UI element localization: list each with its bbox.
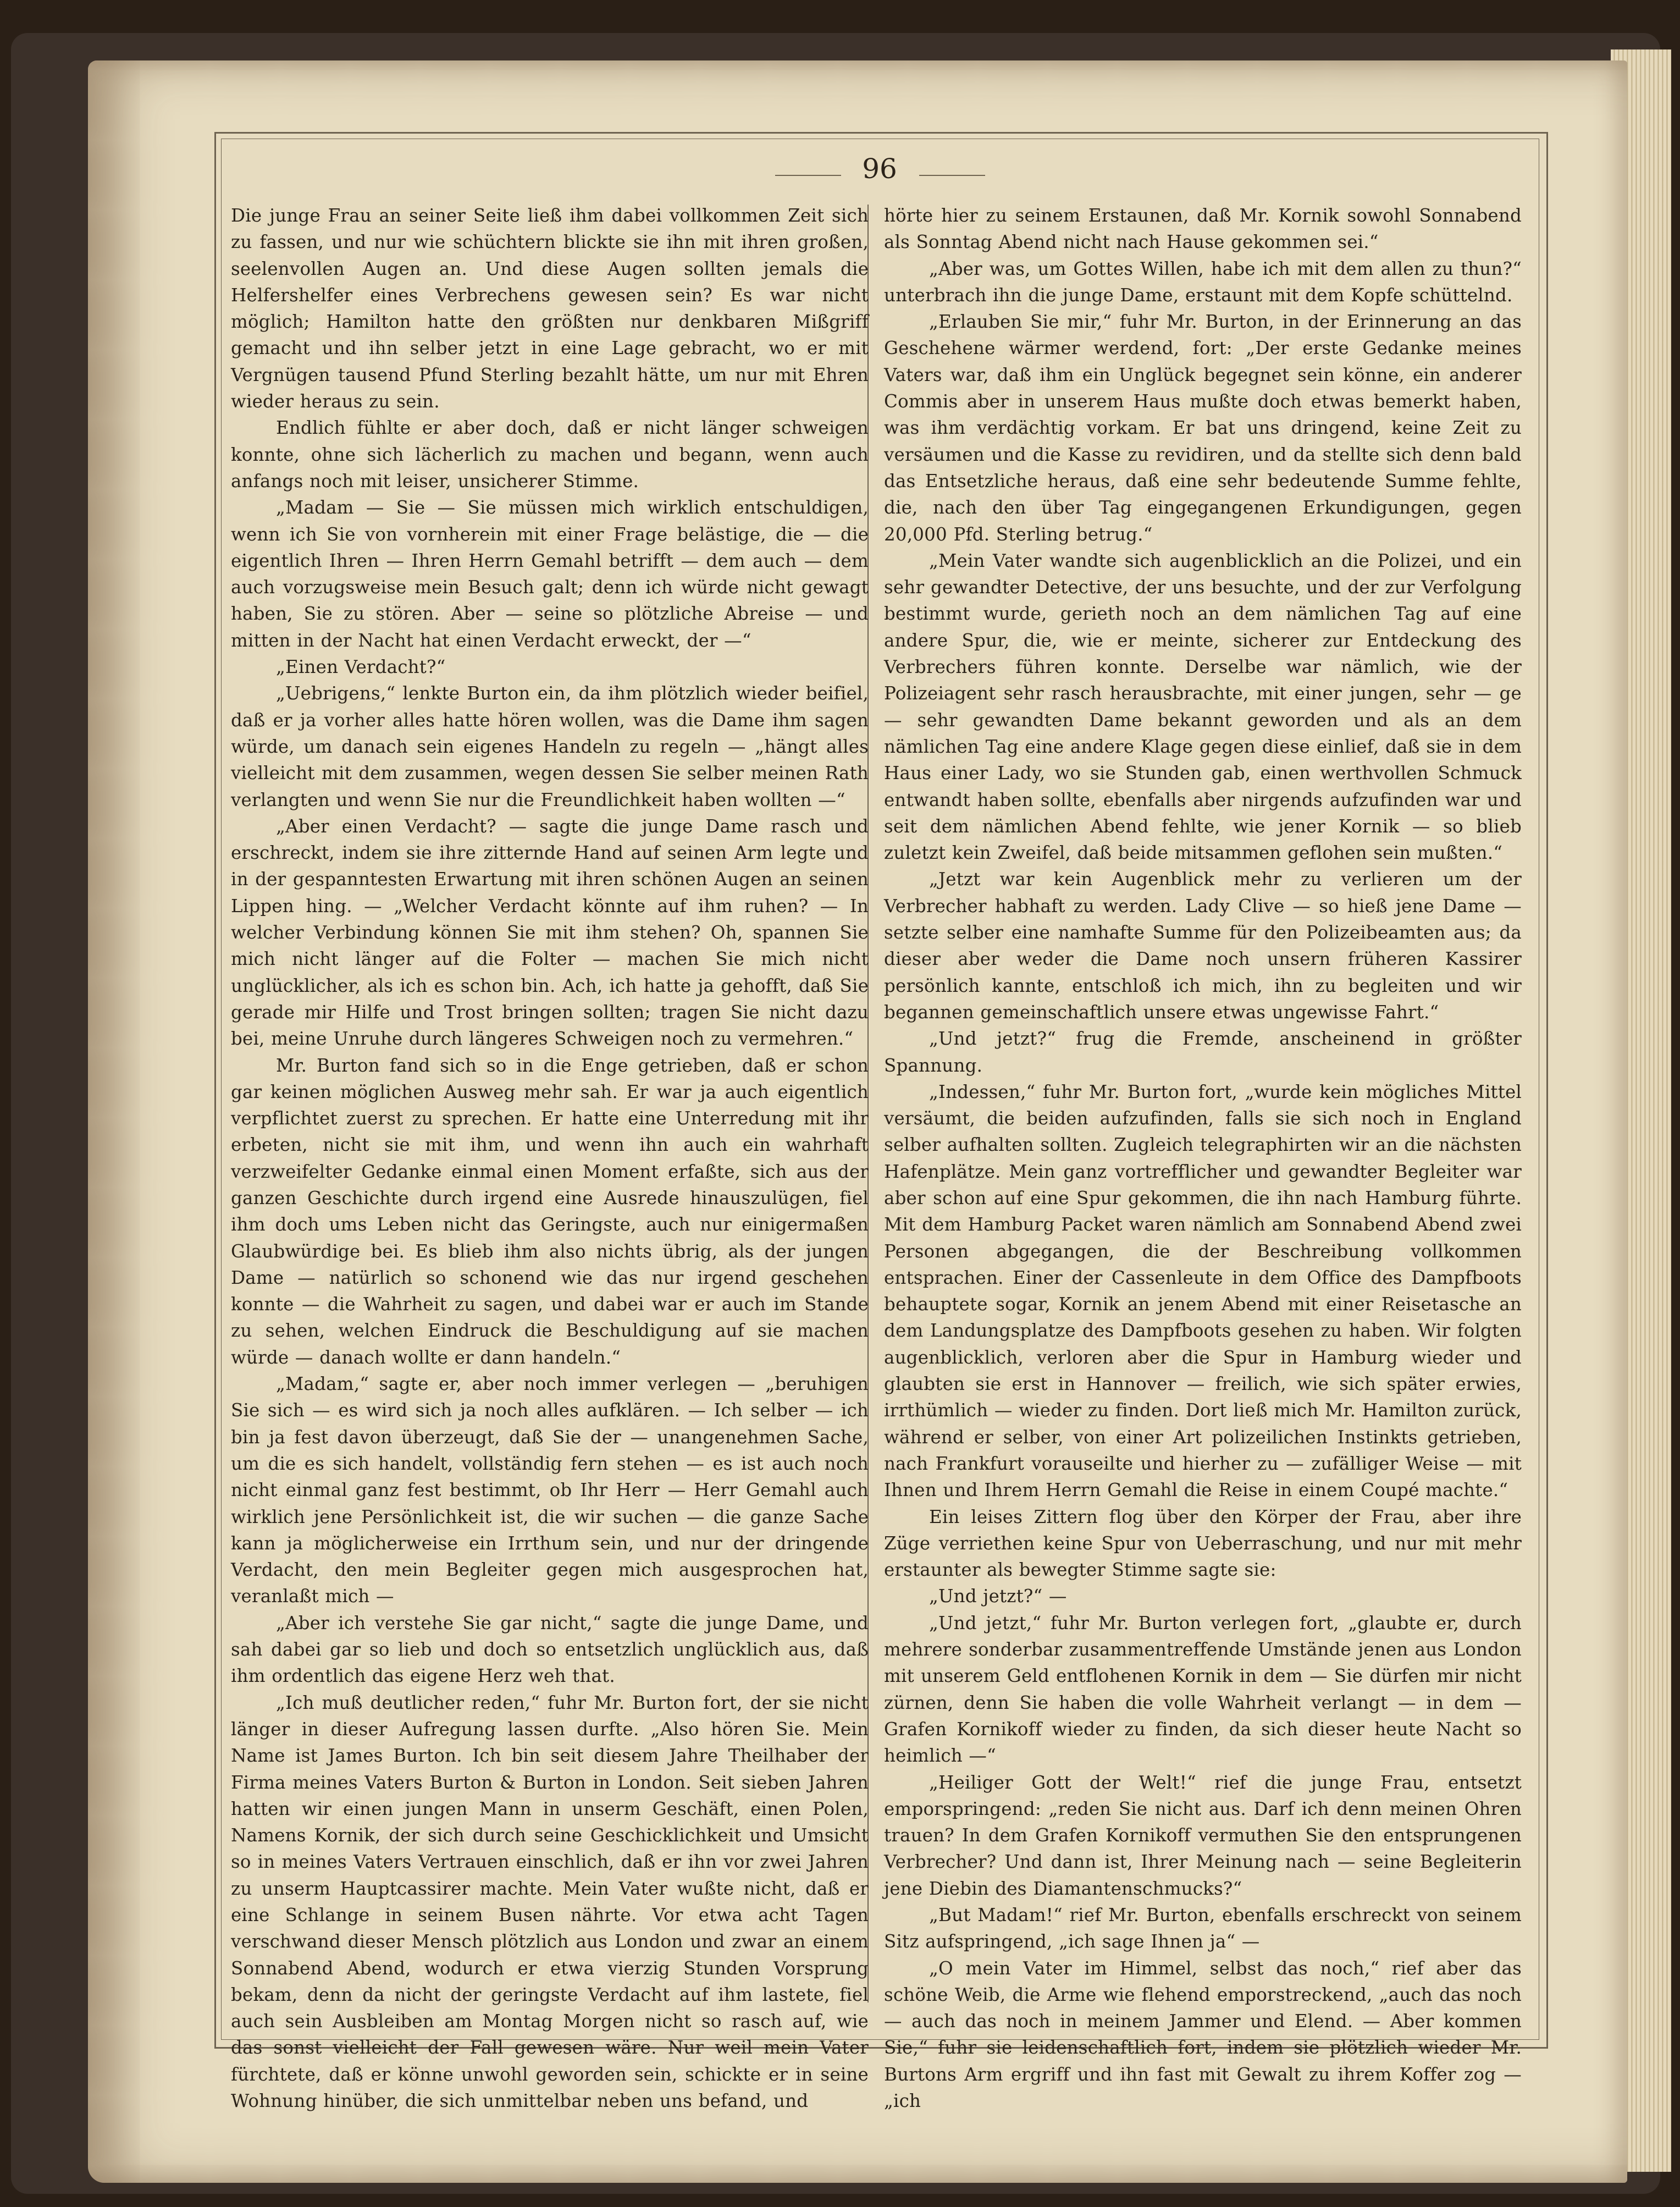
paragraph: „Indessen,“ fuhr Mr. Burton fort, „wurde kein mögliches Mittel versäumt, die beiden aufzufinden, falls sie sich noch in England selber aufhalten sollten. Zugleich telegraphirten wir an die nächsten Hafenplätze. Mein ganz vortrefflicher und gewandter Begleiter war aber schon auf eine Spur gekommen, die ihn nach Hamburg führte. Mit dem Hamburg Packet waren nämlich am Sonnabend Abend zwei Personen abgegangen, die der Beschreibung vollkommen entsprachen. Einer der Cassenleute in dem Office des Dampfboots behauptete sogar, Kornik an jenem Abend mit einer Reisetasche an dem Landungsplatze des Dampfboots gesehen zu haben. Wir folgten augenblicklich, verloren aber die Spur in Hamburg wieder und glaubten sie erst in Hannover — freilich, wie sich später erwies, irrthümlich — wieder zu finden. Dort ließ mich Mr. Hamilton zurück, während er selber, von einer Art polizeilichen Instinkts getrieben, nach Frankfurt vorauseilte und hierher zu — zufälliger Weise — mit Ihnen und Ihrem Herrn Gemahl die Reise in einem Coupé machte.“ <box>884 1081 1522 1501</box>
paragraph: „Mein Vater wandte sich augenblicklich an die Polizei, und ein sehr gewandter Detective, der uns besuchte, und der zur Verfolgung bestimmt wurde, gerieth noch an dem nämlichen Tag auf eine andere Spur, die, wie er meinte, sicherer zur Entdeckung des Verbrechers führen konnte. Derselbe war nämlich, wie der Polizeiagent sehr rasch herausbrachte, mit einer jungen, sehr — ge — sehr gewandten Dame bekannt geworden und als an dem nämlichen Tag eine andere Klage gegen diese einlief, daß sie in dem Haus einer Lady, wo sie Stunden gab, einen werthvollen Schmuck entwandt haben sollte, ebenfalls aber nirgends aufzufinden war und seit dem nämlichen Abend fehlte, wie jener Kornik — so blieb zuletzt kein Zweifel, daß beide mitsammen geflohen sein mußten.“ <box>884 550 1522 864</box>
page-number: 96 <box>862 153 897 185</box>
paragraph: Die junge Frau an seiner Seite ließ ihm dabei vollkommen Zeit sich zu fassen, und nur wie schüchtern blickte sie ihn mit ihren großen, seelenvollen Augen an. Und diese Augen sollten jemals die Helfershelfer eines Verbrechens gewesen sein? Es war nicht möglich; Hamilton hatte den größten nur denkbaren Mißgriff gemacht und ihn selber jetzt in eine Lage gebracht, wo er mit Vergnügen tausend Pfund Sterling bezahlt hätte, um nur mit Ehren wieder heraus zu sein. <box>231 205 869 412</box>
paragraph: „Aber was, um Gottes Willen, habe ich mit dem allen zu thun?“ unterbrach ihn die junge Dame, erstaunt mit dem Kopfe schüttelnd. <box>884 258 1522 306</box>
paragraph: hörte hier zu seinem Erstaunen, daß Mr. Kornik sowohl Sonnabend als Sonntag Abend nicht nach Hause gekommen sei.“ <box>884 205 1522 253</box>
paragraph: „But Madam!“ rief Mr. Burton, ebenfalls erschreckt von seinem Sitz aufspringend, „ich sage Ihnen ja“ — <box>884 1905 1522 1952</box>
paragraph: „Und jetzt?“ — <box>929 1586 1067 1607</box>
paragraph: „Jetzt war kein Augenblick mehr zu verlieren um der Verbrecher habhaft zu werden. Lady Clive — so hieß jene Dame — setzte selber eine namhafte Summe für den Polizeibeamten aus; da dieser aber weder die Dame noch unsern früheren Kassirer persönlich kannte, entschloß ich mich, ihn zu begleiten und wir begannen gemeinschaftlich unsere etwas ungewisse Fahrt.“ <box>884 869 1522 1023</box>
paragraph: Endlich fühlte er aber doch, daß er nicht länger schweigen konnte, ohne sich lächerlich zu machen und begann, wenn auch anfangs noch mit leiser, unsicherer Stimme. <box>231 417 869 492</box>
paragraph: „Einen Verdacht?“ <box>276 656 446 678</box>
header-rule-left <box>775 175 841 176</box>
paragraph: „Und jetzt,“ fuhr Mr. Burton verlegen fort, „glaubte er, durch mehrere sonderbar zusammentreffende Umstände jenen aus London mit unserem Geld entflohenen Kornik in dem — Sie dürfen mir nicht zürnen, denn Sie haben die volle Wahrheit verlangt — in dem — Grafen Kornikoff wieder zu finden, da sich dieser heute Nacht so heimlich —“ <box>884 1612 1522 1767</box>
header-rule-right <box>919 175 985 176</box>
paragraph: „Aber ich verstehe Sie gar nicht,“ sagte die junge Dame, und sah dabei gar so lieb und doch so entsetzlich unglücklich aus, daß ihm ordentlich das eigene Herz weh that. <box>231 1612 869 1687</box>
paragraph: „Aber einen Verdacht? — sagte die junge Dame rasch und erschreckt, indem sie ihre zitternde Hand auf seinen Arm legte und in der gespanntesten Erwartung mit ihren schönen Augen an seinen Lippen hing. — „Welcher Verdacht könnte auf ihm ruhen? — In welcher Verbindung können Sie mit ihm stehen? Oh, spannen Sie mich nicht länger auf die Folter — machen Sie mich nicht unglücklicher, als ich es schon bin. Ach, ich hatte ja gehofft, daß Sie gerade mir Hilfe und Trost bringen sollten; tragen Sie nicht dazu bei, meine Unruhe durch längeres Schweigen noch zu vermehren.“ <box>231 815 869 1050</box>
right-column <box>884 202 1522 2114</box>
paragraph: „Und jetzt?“ frug die Fremde, anscheinend in größter Spannung. <box>884 1028 1522 1076</box>
paragraph: „Madam — Sie — Sie müssen mich wirklich entschuldigen, wenn ich Sie von vornherein mit einer Frage belästige, die — die eigentlich Ihren — Ihren Herrn Gemahl betrifft — dem auch — dem auch vorzugsweise mein Besuch galt; denn ich würde nicht gewagt haben, Sie zu stören. Aber — seine so plötzliche Abreise — und mitten in der Nacht hat einen Verdacht erweckt, der —“ <box>231 497 869 651</box>
paragraph: „O mein Vater im Himmel, selbst das noch,“ rief aber das schöne Weib, die Arme wie flehend emporstreckend, „auch das noch — auch das noch in meinem Jammer und Elend. — Aber kommen Sie,“ fuhr sie leidenschaftlich fort, indem sie plötzlich wieder Mr. Burtons Arm ergriff und ihn fast mit Gewalt zu ihrem Koffer zog — „ich <box>884 1957 1522 2112</box>
paragraph: „Heiliger Gott der Welt!“ rief die junge Frau, entsetzt emporspringend: „reden Sie nicht aus. Darf ich denn meinen Ohren trauen? In dem Grafen Kornikoff vermuthen Sie den entsprungenen Verbrecher? Und dann ist, Ihrer Meinung nach — seine Begleiterin jene Diebin des Diamantenschmucks?“ <box>884 1772 1522 1899</box>
paragraph: „Madam,“ sagte er, aber noch immer verlegen — „beruhigen Sie sich — es wird sich ja noch alles aufklären. — Ich selber — ich bin ja fest davon überzeugt, daß Sie der — unangenehmen Sache, um die es sich handelt, vollständig fern stehen — es ist auch noch nicht einmal ganz fest bestimmt, ob Ihr Herr — Herr Gemahl auch wirklich jene Persönlichkeit ist, die wir suchen — die ganze Sache kann ja möglicherweise ein Irrthum sein, und nur der dringende Verdacht, den mein Begleiter gegen mich ausgesprochen hat, veranlaßt mich — <box>231 1373 869 1607</box>
left-column <box>231 202 869 2114</box>
paragraph: Ein leises Zittern flog über den Körper der Frau, aber ihre Züge verriethen keine Spur von Ueberraschung, und nur mit mehr erstaunter als bewegter Stimme sagte sie: <box>884 1506 1522 1581</box>
paragraph: Mr. Burton fand sich so in die Enge getrieben, daß er schon gar keinen möglichen Ausweg mehr sah. Er war ja auch eigentlich verpflichtet zuerst zu sprechen. Er hatte eine Unterredung mit ihr erbeten, nicht sie mit ihm, und wenn ihn auch ein wahrhaft verzweifelter Gedanke einmal einen Moment erfaßte, sich aus der ganzen Geschichte durch irgend eine Ausrede hinauszulügen, fiel ihm doch ums Leben nicht das Geringste, auch nur einigermaßen Glaubwürdige bei. Es blieb ihm also nichts übrig, als der jungen Dame — natürlich so schonend wie das nur irgend geschehen konnte — die Wahrheit zu sagen, und dabei war er auch im Stande zu sehen, welchen Eindruck die Beschuldigung auf sie machen würde — danach wollte er dann handeln.“ <box>231 1055 869 1368</box>
paragraph: „Uebrigens,“ lenkte Burton ein, da ihm plötzlich wieder beifiel, daß er ja vorher alles hatte hören wollen, was die Dame ihm sagen würde, um danach sein eigenes Handeln zu regeln — „hängt alles vielleicht mit dem zusammen, wegen dessen Sie selber meinen Rath verlangten und wenn Sie nur die Freundlichkeit haben wollten —“ <box>231 683 869 810</box>
paragraph: „Erlauben Sie mir,“ fuhr Mr. Burton, in der Erinnerung an das Geschehene wärmer werdend, fort: „Der erste Gedanke meines Vaters war, daß ihm ein Unglück begegnet sein könne, ein anderer Commis aber in unserem Haus mußte doch etwas bemerkt haben, was ihm verdächtig vorkam. Er bat uns dringend, keine Zeit zu versäumen und die Kasse zu revidiren, und da stellte sich denn bald das Entsetzliche heraus, daß eine sehr bedeutende Summe fehlte, die, nach den über Tag eingegangenen Erkundigungen, gegen 20,000 Pfd. Sterling betrug.“ <box>884 311 1522 545</box>
paragraph: „Ich muß deutlicher reden,“ fuhr Mr. Burton fort, der sie nicht länger in dieser Aufregung lassen durfte. „Also hören Sie. Mein Name ist James Burton. Ich bin seit diesem Jahre Theilhaber der Firma meines Vaters Burton & Burton in London. Seit sieben Jahren hatten wir einen jungen Mann in unserm Geschäft, einen Polen, Namens Kornik, der sich durch seine Geschicklichkeit und Umsicht so in meines Vaters Vertrauen einschlich, daß er ihn vor zwei Jahren zu unserm Hauptcassirer machte. Mein Vater wußte nicht, daß er eine Schlange in seinem Busen nährte. Vor etwa acht Tagen verschwand dieser Mensch plötzlich aus London und zwar an einem Sonnabend Abend, wodurch er etwa vierzig Stunden Vorsprung bekam, denn da nicht der geringste Verdacht auf ihm lastete, fiel auch sein Ausbleiben am Montag Morgen nicht so rasch auf, wie das sonst vielleicht der Fall gewesen wäre. Nur weil mein Vater fürchtete, daß er könne unwohl geworden sein, schickte er in seine Wohnung hinüber, die sich unmittelbar neben uns befand, und <box>231 1692 869 2112</box>
